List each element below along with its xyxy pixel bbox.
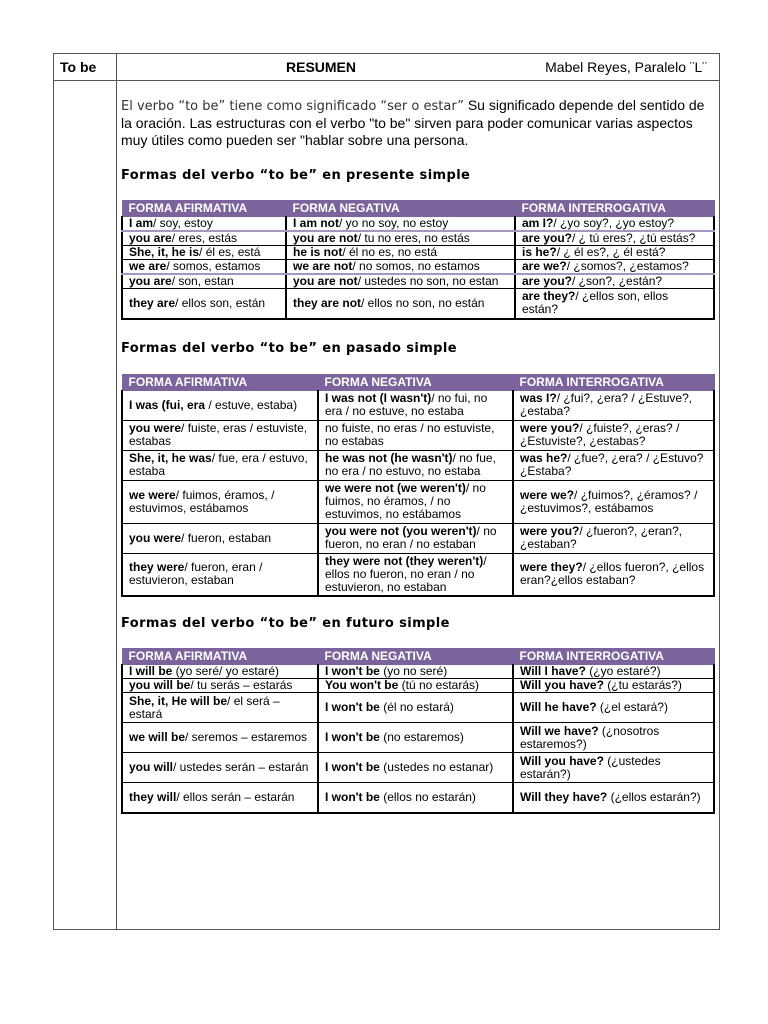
cell-afirmativa [122, 679, 318, 693]
verb-form: are we? [522, 259, 567, 273]
cell-negativa [286, 289, 515, 319]
translation: (¿ellos estarán?) [607, 789, 701, 804]
table-header-row [122, 201, 714, 217]
translation: / son, estan [171, 274, 234, 288]
verb-form: I will be [129, 664, 173, 678]
verb-form: are you? [522, 274, 573, 288]
translation: / fuimos, éramos, / estuvimos, estábamos [129, 487, 275, 515]
column-header-negativa: FORMA NEGATIVA [318, 649, 513, 665]
table-row [122, 480, 714, 523]
verb-form: You won't be [325, 678, 399, 692]
translation: / ¿fuiste?, ¿eras? / ¿Estuviste?, ¿estabas? [520, 421, 680, 448]
cell-negativa [318, 553, 513, 596]
cell-interrogativa [513, 693, 714, 723]
translation: / fueron, estaban [181, 530, 272, 545]
cell-negativa [318, 665, 513, 679]
translation: / ellos son, están [175, 295, 266, 310]
verb-form: are you? [522, 231, 573, 245]
translation: / ¿son?, ¿están? [572, 274, 663, 288]
cell-afirmativa [122, 665, 318, 679]
cell-afirmativa [122, 450, 318, 480]
cell-interrogativa [513, 390, 714, 420]
table-row [122, 723, 714, 753]
translation: (no estaremos) [379, 730, 464, 744]
translation: / yo no soy, no estoy [339, 216, 449, 230]
cell-afirmativa [122, 390, 318, 420]
cell-afirmativa [122, 523, 318, 553]
column-header-interrogativa: FORMA INTERROGATIVA [513, 649, 714, 665]
section-title-futuro: Formas del verbo “to be” en futuro simple [121, 616, 450, 631]
page-frame [53, 53, 720, 930]
cell-interrogativa [513, 553, 714, 596]
translation: / no fue, no era / no estuvo, no estaba [325, 451, 496, 478]
verb-form: am I? [522, 216, 554, 230]
cell-interrogativa [513, 523, 714, 553]
table-row [122, 289, 714, 319]
verb-form: you were [129, 421, 182, 435]
cell-afirmativa [122, 420, 318, 450]
translation: / no fui, no era / no estuve, no estaba [325, 391, 488, 418]
translation: / somos, estamos [166, 259, 261, 273]
cell-negativa [286, 217, 515, 232]
cell-interrogativa [513, 723, 714, 753]
verb-form: you are [129, 274, 172, 288]
verb-form: you are [129, 231, 172, 245]
cell-negativa [318, 480, 513, 523]
table-row [122, 217, 714, 232]
cell-negativa [286, 246, 515, 260]
translation: / fueron, eran / estuvieron, estaban [129, 560, 263, 588]
cell-interrogativa [515, 289, 714, 319]
translation: / ustedes serán – estarán [173, 760, 309, 774]
cell-afirmativa [122, 246, 286, 260]
translation: / seremos – estaremos [185, 730, 308, 744]
translation: / ellos no son, no están [361, 295, 485, 310]
table-pasado [121, 374, 715, 598]
cell-afirmativa [122, 723, 318, 753]
table-row [122, 274, 714, 289]
verb-form: we were [129, 487, 176, 502]
cell-afirmativa [122, 274, 286, 289]
column-header-afirmativa: FORMA AFIRMATIVA [122, 201, 286, 217]
verb-form: we are [129, 259, 167, 273]
cell-interrogativa [513, 679, 714, 693]
table-row [122, 246, 714, 260]
cell-afirmativa [122, 260, 286, 275]
translation: / ellos serán – estarán [176, 789, 295, 804]
verb-form: you were [129, 530, 182, 545]
verb-form: we will be [129, 730, 186, 744]
table-row [122, 450, 714, 480]
table-row [122, 523, 714, 553]
cell-interrogativa [515, 217, 714, 232]
verb-form: Will you have? [520, 678, 604, 692]
cell-afirmativa [122, 693, 318, 723]
header-topic: To be [60, 59, 97, 75]
column-header-negativa: FORMA NEGATIVA [286, 201, 515, 217]
translation: no fuiste, no eras / no estuviste, no estabas [325, 421, 495, 448]
cell-negativa [318, 723, 513, 753]
verb-form: I won't be [325, 664, 380, 678]
translation: / ¿yo soy?, ¿yo estoy? [553, 216, 675, 230]
table-row [122, 665, 714, 679]
translation: / ¿ tú eres?, ¿tú estás? [572, 231, 696, 245]
cell-interrogativa [515, 246, 714, 260]
translation: / ellos no fueron, no eran / no estuvieron, no estaban [325, 553, 487, 594]
translation: / ¿ él es?, ¿ él está? [556, 245, 666, 259]
cell-interrogativa [513, 665, 714, 679]
translation: / ¿ellos fueron?, ¿ellos eran?¿ellos estaban? [520, 560, 705, 588]
column-header-negativa: FORMA NEGATIVA [318, 374, 513, 390]
translation: (él no estará) [379, 700, 454, 714]
verb-form: you will be [129, 678, 191, 692]
translation: / ¿ellos son, ellos están? [522, 289, 669, 317]
table-row [122, 553, 714, 596]
verb-form: you were not (you weren't) [325, 524, 477, 538]
cell-negativa [286, 274, 515, 289]
cell-afirmativa [122, 753, 318, 783]
translation: / ustedes no son, no estan [357, 274, 499, 288]
verb-form: they were [129, 560, 185, 575]
translation: / ¿fueron?, ¿eran?, ¿estaban? [520, 524, 683, 551]
column-divider [116, 54, 117, 929]
translation: / tu serás – estarás [190, 678, 293, 692]
verb-form: I was (fui, era [129, 397, 206, 412]
verb-form: you are not [293, 231, 358, 245]
translation: / no fueron, no eran / no estaban [325, 524, 497, 551]
cell-negativa [318, 523, 513, 553]
cell-afirmativa [122, 217, 286, 232]
intro-paragraph [121, 97, 714, 149]
verb-form: were they? [520, 560, 583, 575]
verb-form: were we? [520, 487, 575, 502]
cell-negativa [318, 753, 513, 783]
translation: / no fuimos, no éramos, / no estuvimos, no estábamos [325, 481, 486, 521]
main-content [121, 97, 714, 814]
header-author: Mabel Reyes, Paralelo ¨L¨ [545, 59, 707, 75]
cell-interrogativa [513, 420, 714, 450]
translation: / eres, estás [171, 231, 238, 245]
verb-form: I won't be [325, 760, 380, 774]
verb-form: I was not (I wasn't) [325, 391, 432, 405]
verb-form: She, it, He will be [129, 693, 228, 708]
verb-form: She, it, he was [129, 451, 212, 465]
table-futuro [121, 648, 715, 814]
table-row [122, 679, 714, 693]
table-row [122, 693, 714, 723]
verb-form: Will I have? [520, 664, 586, 678]
verb-form: I won't be [325, 700, 380, 714]
translation: / estuve, estaba) [205, 397, 298, 412]
verb-form: were you? [520, 421, 580, 435]
verb-form: you will [129, 760, 174, 774]
verb-form: Will he have? [520, 700, 597, 714]
intro-lead: El verbo “to be” tiene como significado “ser o estar” [121, 99, 464, 114]
cell-afirmativa [122, 480, 318, 523]
verb-form: I am not [293, 216, 340, 230]
verb-form: Will we have? [520, 723, 599, 738]
translation: (ustedes no estanar) [379, 760, 494, 774]
translation: / soy, estoy [153, 216, 213, 230]
column-header-interrogativa: FORMA INTERROGATIVA [513, 374, 714, 390]
verb-form: is he? [522, 245, 557, 259]
cell-negativa [318, 450, 513, 480]
verb-form: they will [129, 789, 177, 804]
cell-interrogativa [513, 783, 714, 813]
section-title-pasado: Formas del verbo “to be” en pasado simple [121, 340, 457, 356]
cell-negativa [318, 679, 513, 693]
table-header-row [122, 649, 714, 665]
translation: (¿nosotros estaremos?) [520, 723, 660, 751]
verb-form: they were not (they weren't) [325, 553, 484, 568]
column-header-afirmativa: FORMA AFIRMATIVA [122, 374, 318, 390]
translation: / él no es, no está [342, 245, 438, 259]
table-row [122, 231, 714, 246]
verb-form: he was not (he wasn't) [325, 451, 453, 465]
verb-form: they are [129, 295, 176, 310]
verb-form: Will they have? [520, 789, 608, 804]
translation: (¿ustedes estarán?) [520, 753, 661, 781]
table-row [122, 260, 714, 275]
verb-form: I won't be [325, 789, 380, 804]
translation: (ellos no estarán) [379, 789, 476, 804]
verb-form: I won't be [325, 730, 380, 744]
translation: (¿yo estaré?) [585, 664, 661, 678]
table-row [122, 420, 714, 450]
translation: / ¿somos?, ¿estamos? [566, 259, 689, 273]
section-title-presente: Formas del verbo “to be” en presente simple [121, 168, 471, 183]
verb-form: we were not (we weren't) [325, 481, 466, 495]
column-header-afirmativa: FORMA AFIRMATIVA [122, 649, 318, 665]
table-row [122, 783, 714, 813]
translation: / fuiste, eras / estuviste, estabas [129, 421, 308, 448]
cell-afirmativa [122, 289, 286, 319]
translation: / ¿fui?, ¿era? / ¿Estuve?, ¿estaba? [520, 391, 693, 418]
cell-interrogativa [513, 480, 714, 523]
cell-negativa [286, 260, 515, 275]
translation: / tu no eres, no estás [357, 231, 470, 245]
translation: (yo seré/ yo estaré) [172, 664, 280, 678]
verb-form: you are not [293, 274, 358, 288]
verb-form: were you? [520, 524, 580, 538]
cell-negativa [318, 693, 513, 723]
cell-interrogativa [515, 260, 714, 275]
column-header-interrogativa: FORMA INTERROGATIVA [515, 201, 714, 217]
translation: (¿tu estarás?) [603, 678, 682, 692]
verb-form: Will you have? [520, 753, 604, 768]
cell-afirmativa [122, 231, 286, 246]
cell-afirmativa [122, 783, 318, 813]
table-presente [121, 200, 715, 320]
cell-negativa [286, 231, 515, 246]
cell-interrogativa [513, 450, 714, 480]
header-row [54, 54, 719, 81]
translation: (tú no estarás) [398, 678, 479, 692]
translation: / no somos, no estamos [352, 259, 480, 273]
cell-negativa [318, 420, 513, 450]
translation: (yo no seré) [379, 664, 448, 678]
verb-form: was he? [520, 451, 568, 465]
verb-form: we are not [293, 259, 353, 273]
verb-form: I am [129, 216, 154, 230]
translation: / el será – estará [129, 693, 280, 721]
cell-afirmativa [122, 553, 318, 596]
table-row [122, 753, 714, 783]
verb-form: was I? [520, 391, 557, 405]
cell-negativa [318, 783, 513, 813]
cell-interrogativa [515, 231, 714, 246]
verb-form: She, it, he is [129, 245, 200, 259]
header-title: RESUMEN [286, 59, 357, 75]
verb-form: are they? [522, 289, 576, 304]
table-header-row [122, 374, 714, 390]
translation: (¿el estará?) [596, 700, 668, 714]
translation: / él es, está [199, 245, 261, 259]
table-row [122, 390, 714, 420]
cell-interrogativa [515, 274, 714, 289]
cell-interrogativa [513, 753, 714, 783]
translation: / ¿fuimos?, ¿éramos? / ¿estuvimos?, estábamos [520, 487, 698, 515]
verb-form: they are not [293, 295, 362, 310]
verb-form: he is not [293, 245, 343, 259]
cell-negativa [318, 390, 513, 420]
intro-body: Su significado depende del sentido de la oración. Las estructuras con el verbo "to be" sirven para poder comunicar varias aspectos muy útiles como pueden ser "hablar sobre una persona. [121, 97, 705, 148]
translation: / fue, era / estuvo, estaba [129, 451, 308, 478]
translation: / ¿fue?, ¿era? / ¿Estuvo? ¿Estaba? [520, 451, 704, 478]
